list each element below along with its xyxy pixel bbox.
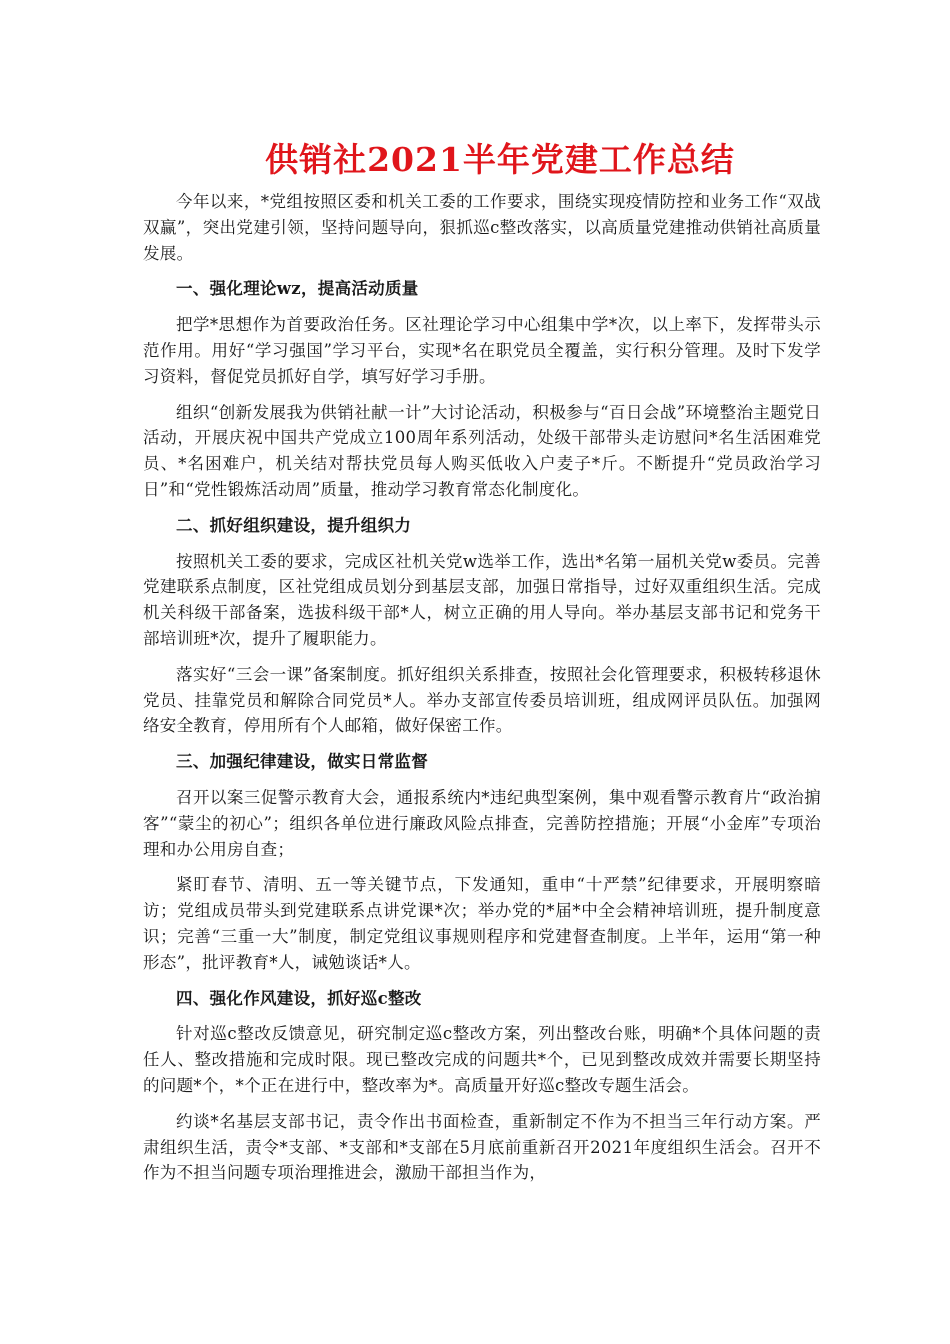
section-heading-1: 一、强化理论wz，提高活动质量 [176,279,419,299]
section-2-paragraph-1: 按照机关工委的要求，完成区社机关党w选举工作，选出*名第一届机关党w委员。完善党建联系点制度，区社党组成员划分到基层支部，加强日常指导，过好双重组织生活。完成机关科级干部备案，选拔科级干部*人，树立正确的用人导向。举办基层支部书记和党务干部培训班*次，提升了履职能力。 [143,551,821,648]
section-4-paragraph-1: 针对巡c整改反馈意见，研究制定巡c整改方案，列出整改台账，明确*个具体问题的责任人、整改措施和完成时限。现已整改完成的问题共*个，已见到整改成效并需要长期坚持的问题*个，*个正在进行中，整改率为*。高质量开好巡c整改专题生活会。 [143,1024,821,1095]
section-1-paragraph-1: 把学*思想作为首要政治任务。区社理论学习中心组集中学*次，以上率下，发挥带头示范作用。用好“学习强国”学习平台，实现*名在职党员全覆盖，实行积分管理。及时下发学习资料，督促党员抓好自学，填写好学习手册。 [143,315,821,386]
section-3-paragraph-2: 紧盯春节、清明、五一等关键节点，下发通知，重申“十严禁”纪律要求，开展明察暗访；党组成员带头到党建联系点讲党课*次；举办党的*届*中全会精神培训班，提升制度意识；完善“三重一大”制度，制定党组议事规则程序和党建督查制度。上半年，运用“第一种形态”，批评教育*人，诫勉谈话*人。 [143,875,821,972]
document-title: 供销社2021半年党建工作总结 [265,140,735,179]
section-1-paragraph-2: 组织“创新发展我为供销社献一计”大讨论活动，积极参与“百日会战”环境整治主题党日活动，开展庆祝中国共产党成立100周年系列活动，处级干部带头走访慰问*名生活困难党员、*名困难户，机关结对帮扶党员每人购买低收入户麦子*斤。不断提升“党员政治学习日”和“党性锻炼活动周”质量，推动学习教育常态化制度化。 [143,402,821,499]
section-4-paragraph-2: 约谈*名基层支部书记，责令作出书面检查，重新制定不作为不担当三年行动方案。严肃组织生活，责令*支部、*支部和*支部在5月底前重新召开2021年度组织生活会。召开不作为不担当问题专项治理推进会，激励干部担当作为， [143,1111,821,1183]
document-body [143,189,821,1196]
section-2-paragraph-2: 落实好“三会一课”备案制度。抓好组织关系排查，按照社会化管理要求，积极转移退休党员、挂靠党员和解除合同党员*人。举办支部宣传委员培训班，组成网评员队伍。加强网络安全教育，停用所有个人邮箱，做好保密工作。 [143,664,821,736]
section-heading-3: 三、加强纪律建设，做实日常监督 [176,752,428,772]
section-3-paragraph-1: 召开以案三促警示教育大会，通报系统内*违纪典型案例，集中观看警示教育片“政治掮客”“蒙尘的初心”；组织各单位进行廉政风险点排查，完善防控措施；开展“小金库”专项治理和办公用房自查； [143,787,821,859]
intro-paragraph: 今年以来，*党组按照区委和机关工委的工作要求，围绕实现疫情防控和业务工作“双战双赢”，突出党建引领，坚持问题导向，狠抓巡c整改落实，以高质量党建推动供销社高质量发展。 [143,192,821,263]
section-heading-2: 二、抓好组织建设，提升组织力 [176,515,412,535]
section-heading-4: 四、强化作风建设，抓好巡c整改 [176,988,422,1008]
